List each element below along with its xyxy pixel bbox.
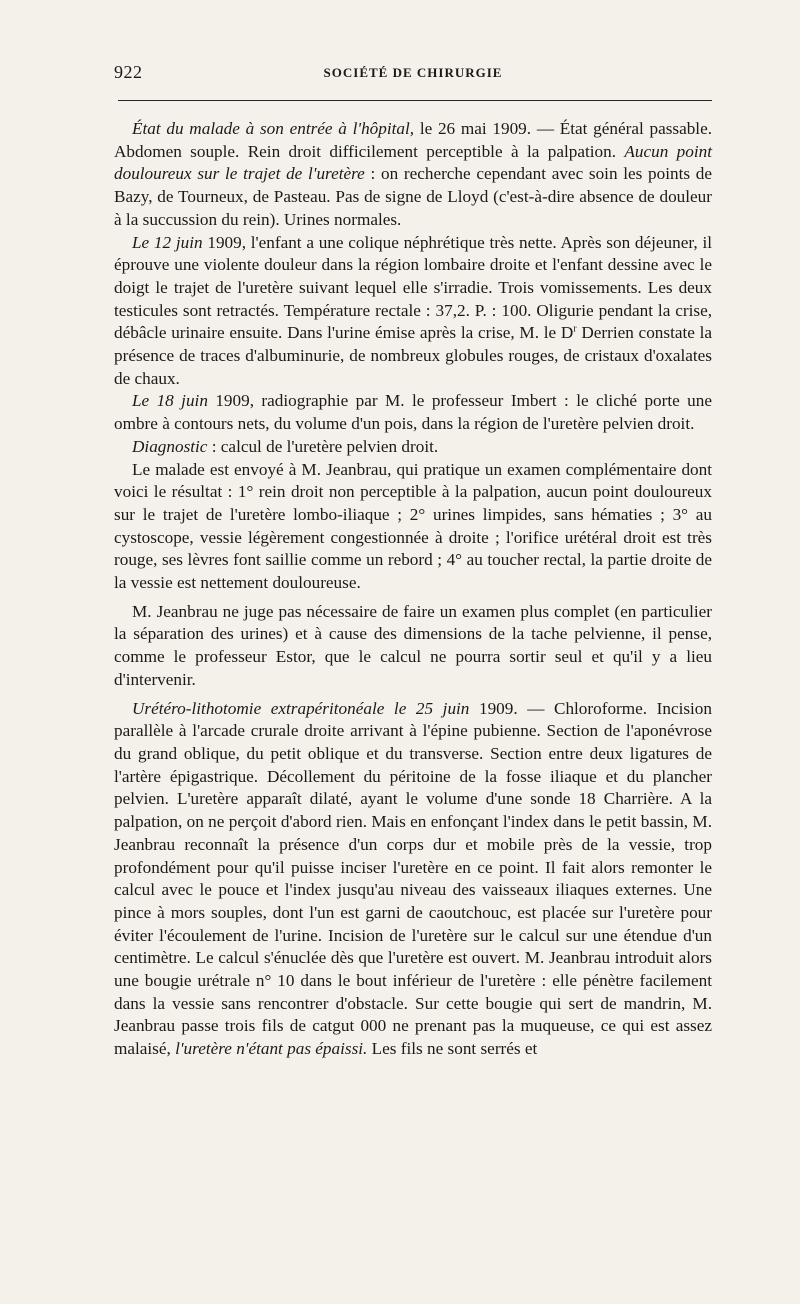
text-run: Derrien constate la présence de traces d'albuminurie, de nombreux globules rouges, de cristaux d'oxalates de chaux. <box>114 323 713 388</box>
italic-emphasis: Aucun point douloureux sur le trajet de l'uretère <box>114 141 712 184</box>
paragraph-diagnostic <box>114 436 712 459</box>
body-text <box>114 118 712 1061</box>
book-page <box>114 58 713 1059</box>
text-run: M. Jeanbrau ne juge pas nécessaire de faire un examen plus complet (en particulier la séparation des urines) et à cause des dimensions de la tache pelvienne, il pense, comme le professeur Estor, que le calcul ne pourra sortir seul et qu'il y a lieu d'intervenir. <box>114 601 712 689</box>
paragraph-examination <box>114 459 712 595</box>
italic-lead: État du malade à son entrée à l'hôpital, <box>132 119 415 138</box>
text-run: le 26 mai 1909. — État général passable. Abdomen souple. Rein droit difficilement perceptible à la palpation. <box>114 119 712 161</box>
page-header <box>114 58 712 88</box>
paragraph-decision <box>114 601 712 692</box>
text-run: : on recherche cependant avec soin les points de Bazy, de Tourneux, de Pasteau. Pas de signe de Lloyd (c'est-à-dire absence de douleur à la succussion du rein). Urines normales. <box>114 164 712 229</box>
italic-lead: Diagnostic <box>132 436 208 456</box>
text-run: Les fils ne sont serrés et <box>367 1039 538 1059</box>
italic-date: Le 18 juin <box>132 391 208 411</box>
page-number: 922 <box>114 62 143 82</box>
paragraph-radiography <box>114 390 712 435</box>
text-run: 1909. — Chloroforme. Incision parallèle à l'arcade crurale droite arrivant à l'épine pubienne. Section de l'aponévrose du grand oblique, du petit oblique et du transverse. Section entre deux ligatures de l'artère épigastrique. Décollement du péritoine de la fosse iliaque et du plancher pelvien. L'uretère apparaît dilaté, ayant le volume d'une sonde 18 Charrière. A la palpation, on ne perçoit d'abord rien. Mais en enfonçant l'index dans le petit bassin, M. Jeanbrau reconnaît la présence d'un corps dur et mobile près de la vessie, trop profondément pour qu'il puisse inciser l'uretère en ce point. Il fait alors remonter le calcul avec le pouce et l'index jusqu'au niveau des vaisseaux iliaques externes. Une pince à mors souples, dont l'un est garni de caoutchouc, est placée sur l'uretère pour éviter l'écoulement de l'urine. Incision de l'uretère sur le calcul sur une étendue d'un centimètre. Le calcul s'énuclée dès que l'uretère est ouvert. M. Jeanbrau introduit alors une bougie urétrale n° 10 dans le bout inférieur de l'uretère : elle pénètre facilement dans la vessie sans rencontrer d'obstacle. Sur cette bougie qui sert de mandrin, M. Jeanbrau passe trois fils de catgut 000 ne prenant pas la muqueuse, ce qui est assez malaisé, <box>114 698 712 1059</box>
paragraph-colic <box>114 232 712 391</box>
italic-emphasis: l'uretère n'étant pas épaissi. <box>175 1039 368 1059</box>
text-run: 1909, l'enfant a une colique néphrétique très nette. Après son déjeuner, il éprouve une violente douleur dans la région lombaire droite et l'enfant dessine avec le doigt le trajet de l'uretère suivant lequel elle s'irradie. Trois vomissements. Les deux testicules sont retractés. Température rectale : 37,2. P. : 100. Oligurie pendant la crise, débâcle urinaire ensuite. Dans l'urine émise après la crise, M. le D <box>114 232 712 343</box>
text-run: : calcul de l'uretère pelvien droit. <box>207 436 439 456</box>
running-title: SOCIÉTÉ DE CHIRURGIE <box>323 65 503 80</box>
italic-lead: Urétéro-lithotomie extrapéritonéale le 25 juin <box>132 698 470 718</box>
header-rule <box>118 100 712 101</box>
paragraph-operation <box>114 698 712 1061</box>
superscript: r <box>573 323 577 335</box>
italic-date: Le 12 juin <box>132 232 203 252</box>
text-run: 1909, radiographie par M. le professeur Imbert : le cliché porte une ombre à contours nets, du volume d'un pois, dans la région de l'uretère pelvien droit. <box>114 391 712 434</box>
text-run: Le malade est envoyé à M. Jeanbrau, qui pratique un examen complémentaire dont voici le résultat : 1° rein droit non perceptible à la palpation, aucun point douloureux sur le trajet de l'uretère lombo-iliaque ; 2° urines limpides, sans hématies ; 3° au cystoscope, vessie légèrement congestionnée à droite ; l'orifice urétéral droit est très rouge, ses lèvres font saillie comme un rebord ; 4° au toucher rectal, la partie droite de la vessie est nettement douloureuse. <box>114 459 712 593</box>
paragraph-admission <box>114 118 712 232</box>
